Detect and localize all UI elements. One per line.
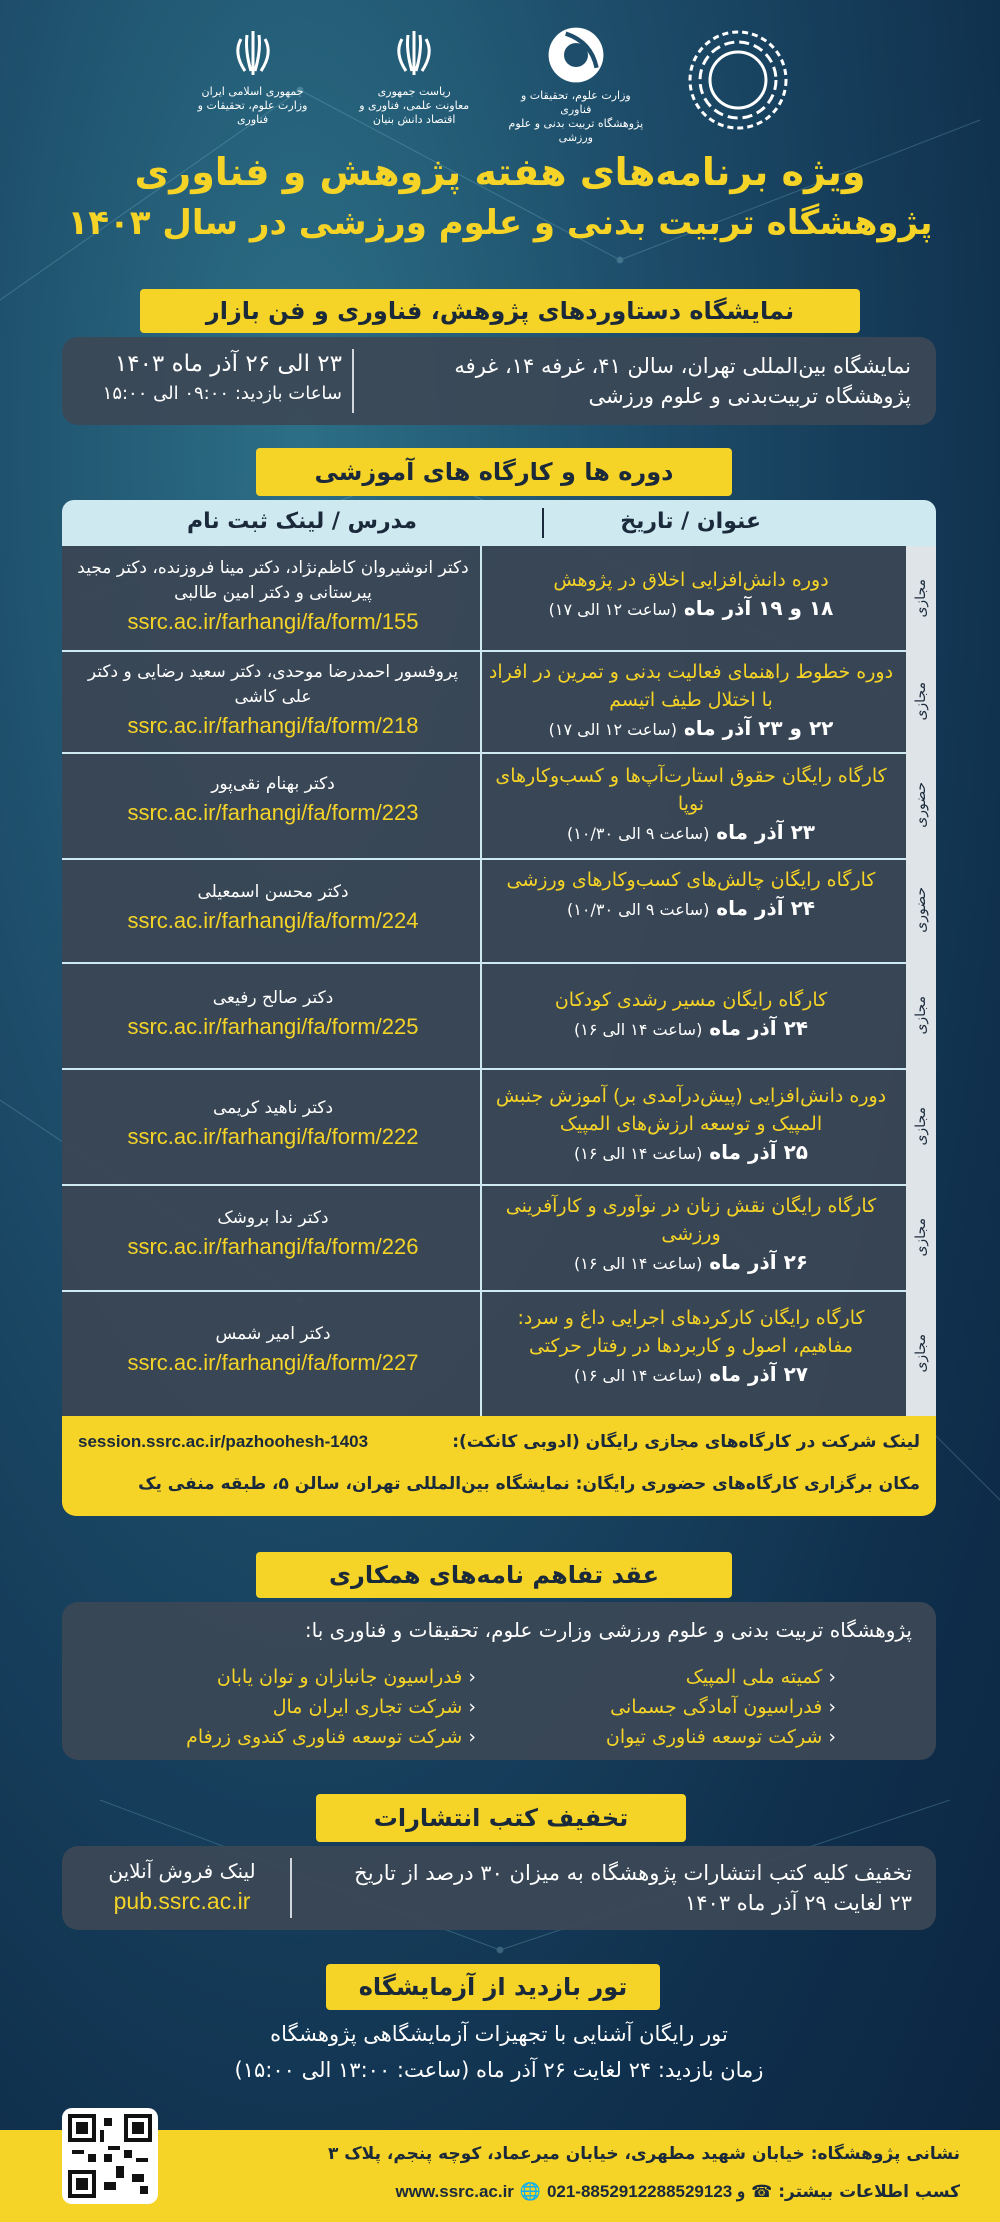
- emblem-icon: [225, 25, 281, 81]
- course-instructor: دکتر ناهید کریمی ssrc.ac.ir/farhangi/fa/form/222: [72, 1096, 474, 1149]
- qr-code: [62, 2108, 158, 2204]
- phone-number[interactable]: 021-88529122و 88529123: [546, 2182, 746, 2201]
- tour-info: [62, 2016, 936, 2088]
- course-title: دوره خطوط راهنمای فعالیت بدنی و تمرین در افراد با اختلال طیف اتیسم ۲۲ و ۲۳ آذر ماه (ساعت ۱۲ الی ۱۷): [488, 661, 894, 740]
- course-title: کارگاه رایگان حقوق استارت‌آپ‌ها و کسب‌وکارهای نوپا ۲۳ آذر ماه (ساعت ۹ الی ۱۰/۳۰): [495, 765, 887, 844]
- table-row: [62, 1184, 936, 1292]
- books-panel: [62, 1846, 936, 1930]
- table-row: [62, 858, 936, 964]
- mode-badge: مجازی: [906, 546, 936, 650]
- mode-badge: مجازی: [906, 1184, 936, 1290]
- books-heading: تخفیف کتب انتشارات: [316, 1794, 686, 1842]
- course-title: کارگاه رایگان کارکردهای اجرایی داغ و سرد: مفاهیم، اصول و کاربردها در رفتار حرکتی ۲۷ آذر ماه (ساعت ۱۴ الی ۱۶): [517, 1307, 865, 1386]
- course-title: کارگاه رایگان مسیر رشدی کودکان ۲۴ آذر ماه (ساعت ۱۴ الی ۱۶): [554, 989, 828, 1040]
- partner-list-right: [606, 1662, 836, 1752]
- divider: [480, 650, 482, 752]
- spiral-logo-icon: [683, 25, 793, 135]
- divider: [542, 508, 544, 538]
- table-row: [62, 1068, 936, 1186]
- courses-heading: دوره ها و کارگاه های آموزشی: [256, 448, 732, 496]
- divider: [290, 1858, 292, 1918]
- address: نشانی پژوهشگاه: خیابان شهید مطهری، خیابان میرعماد، کوچه پنجم، پلاک ۳: [327, 2144, 960, 2164]
- table-row: [62, 650, 936, 754]
- course-title: دوره دانش‌افزایی (پیش‌درآمدی بر) آموزش جنبش المپیک و توسعه ارزش‌های المپیک ۲۵ آذر ماه (ساعت ۱۴ الی ۱۶): [495, 1085, 887, 1164]
- mode-badge: مجازی: [906, 1290, 936, 1416]
- mode-badge: مجازی: [906, 650, 936, 752]
- qr-code-icon: [68, 2114, 152, 2198]
- expo-panel: [62, 337, 936, 425]
- mode-badge: حضوری: [906, 858, 936, 962]
- register-link[interactable]: ssrc.ac.ir/farhangi/fa/form/218: [127, 713, 419, 738]
- mode-badge: مجازی: [906, 1068, 936, 1184]
- logo-strip: [185, 25, 805, 145]
- mou-panel: [62, 1602, 936, 1760]
- main-title: ویژه برنامه‌های هفته پژوهش و فناوری: [134, 150, 866, 194]
- mode-badge: مجازی: [906, 962, 936, 1068]
- tour-heading: تور بازدید از آزمایشگاه: [326, 1964, 660, 2010]
- sub-title: پژوهشگاه تربیت بدنی و علوم ورزشی در سال ۱۴۰۳: [67, 203, 933, 243]
- table-row: [62, 752, 936, 860]
- expo-dates: [82, 349, 342, 409]
- tour-line2: زمان بازدید: ۲۴ لغایت ۲۶ آذر ماه (ساعت: ۱۳:۰۰ الی ۱۵:۰۰): [234, 2058, 764, 2082]
- course-instructor: دکتر ندا بروشک ssrc.ac.ir/farhangi/fa/form/226: [72, 1206, 474, 1259]
- course-title: کارگاه رایگان چالش‌های کسب‌وکارهای ورزشی ۲۴ آذر ماه (ساعت ۹ الی ۱۰/۳۰): [506, 869, 876, 920]
- divider: [480, 962, 482, 1068]
- list-item: ‹ فدراسیون آمادگی جسمانی: [606, 1692, 836, 1722]
- course-instructor: دکتر محسن اسمعیلی ssrc.ac.ir/farhangi/fa/form/224: [72, 880, 474, 933]
- table-row: [62, 962, 936, 1070]
- list-item: ‹ شرکت تجاری ایران مال: [186, 1692, 476, 1722]
- globe-icon: 🌐: [519, 2182, 542, 2202]
- register-link[interactable]: ssrc.ac.ir/farhangi/fa/form/227: [127, 1350, 419, 1375]
- register-link[interactable]: ssrc.ac.ir/farhangi/fa/form/224: [127, 908, 419, 933]
- institute-logo: وزارت علوم، تحقیقات و فناوری پژوهشگاه تربیت بدنی و علوم ورزشی: [508, 25, 643, 145]
- divider: [352, 349, 354, 413]
- register-link[interactable]: ssrc.ac.ir/farhangi/fa/form/222: [127, 1124, 419, 1149]
- divider: [480, 546, 482, 650]
- course-instructor: دکتر بهنام نقی‌پور ssrc.ac.ir/farhangi/fa/form/223: [72, 772, 474, 825]
- divider: [480, 752, 482, 858]
- mou-intro: پژوهشگاه تربیت بدنی و علوم ورزشی وزارت علوم، تحقیقات و فناوری با:: [304, 1618, 912, 1642]
- mou-heading: عقد تفاهم نامه‌های همکاری: [256, 1552, 732, 1598]
- list-item: ‹ کمیته ملی المپیک: [606, 1662, 836, 1692]
- course-instructor: دکتر انوشیروان کاظم‌نژاد، دکتر مینا فروزنده، دکتر مجید پیرستانی و دکتر امین طالبی ssrc.ac.ir/farhangi/fa/form/155: [72, 556, 474, 634]
- courses-table: [62, 546, 936, 1416]
- expo-location: نمایشگاه بین‌المللی تهران، سالن ۴۱، غرفه ۱۴، غرفه پژوهشگاه تربیت‌بدنی و علوم ورزشی: [454, 354, 911, 408]
- website-link[interactable]: www.ssrc.ac.ir: [395, 2182, 514, 2201]
- list-item: ‹ شرکت توسعه فناوری تیوان: [606, 1722, 836, 1752]
- online-link[interactable]: session.ssrc.ac.ir/pazhoohesh-1403: [78, 1432, 369, 1451]
- expo-date: ۲۳ الی ۲۶ آذر ماه ۱۴۰۳: [114, 351, 342, 377]
- courses-footer: [62, 1416, 936, 1516]
- venue-text: مکان برگزاری کارگاه‌های حضوری رایگان: نمایشگاه بین‌المللی تهران، سالن ۵، طبقه منفی یک: [138, 1474, 920, 1494]
- tour-line1: تور رایگان آشنایی با تجهیزات آزمایشگاهی پژوهشگاه: [270, 2022, 728, 2046]
- course-instructor: پروفسور احمدرضا موحدی، دکتر سعید رضایی و دکتر علی کاشی ssrc.ac.ir/farhangi/fa/form/218: [72, 660, 474, 738]
- phone-icon: ☎: [751, 2182, 773, 2202]
- emblem-icon: [386, 25, 442, 81]
- expo-hours: ساعات بازدید: ۰۹:۰۰ الی ۱۵:۰۰: [102, 383, 342, 404]
- books-text: تخفیف کلیه کتب انتشارات پژوهشگاه به میزان ۳۰ درصد از تاریخ ۲۳ لغایت ۲۹ آذر ماه ۱۴۰۳: [354, 1861, 912, 1915]
- expo-heading: نمایشگاه دستاوردهای پژوهش، فناوری و فن بازار: [140, 289, 860, 333]
- register-link[interactable]: ssrc.ac.ir/farhangi/fa/form/226: [127, 1234, 419, 1259]
- books-link[interactable]: pub.ssrc.ac.ir: [113, 1888, 251, 1914]
- table-row: [62, 546, 936, 652]
- register-link[interactable]: ssrc.ac.ir/farhangi/fa/form/225: [127, 1014, 419, 1039]
- list-item: ‹ شرکت توسعه فناوری کندوی زرفام: [186, 1722, 476, 1752]
- table-header: [62, 500, 936, 546]
- online-label: لینک فروش آنلاین: [108, 1859, 256, 1883]
- books-online: [82, 1856, 282, 1916]
- course-instructor: دکتر صالح رفیعی ssrc.ac.ir/farhangi/fa/form/225: [72, 986, 474, 1039]
- online-label: لینک شرکت در کارگاه‌های مجازی رایگان (ادوبی کانکت):: [452, 1432, 920, 1452]
- presidency-logo: ریاست جمهوری معاونت علمی، فناوری و اقتصاد دانش بنیان: [347, 25, 482, 145]
- ministry-logo: جمهوری اسلامی ایران وزارت علوم، تحقیقات و فناوری: [185, 25, 320, 145]
- research-week-logo: [670, 25, 805, 145]
- col-instructor-header: مدرس / لینک ثبت نام: [187, 509, 417, 534]
- divider: [480, 1068, 482, 1184]
- course-instructor: دکتر امیر شمس ssrc.ac.ir/farhangi/fa/form/227: [72, 1322, 474, 1375]
- col-title-header: عنوان / تاریخ: [620, 509, 761, 534]
- course-title: دوره دانش‌افزایی اخلاق در پژوهش ۱۸ و ۱۹ آذر ماه (ساعت ۱۲ الی ۱۷): [548, 569, 834, 620]
- register-link[interactable]: ssrc.ac.ir/farhangi/fa/form/223: [127, 800, 419, 825]
- divider: [480, 858, 482, 962]
- contact-info: [395, 2182, 960, 2202]
- partner-list-left: [186, 1662, 476, 1752]
- table-row: [62, 1290, 936, 1416]
- ssrc-logo-icon: [534, 25, 618, 85]
- register-link[interactable]: ssrc.ac.ir/farhangi/fa/form/155: [127, 609, 419, 634]
- list-item: ‹ فدراسیون جانبازان و توان یابان: [186, 1662, 476, 1692]
- info-label: کسب اطلاعات بیشتر:: [778, 2182, 960, 2202]
- course-title: کارگاه رایگان نقش زنان در نوآوری و کارآفرینی ورزشی ۲۶ آذر ماه (ساعت ۱۴ الی ۱۶): [505, 1195, 877, 1274]
- divider: [480, 1290, 482, 1416]
- mode-badge: حضوری: [906, 752, 936, 858]
- divider: [480, 1184, 482, 1290]
